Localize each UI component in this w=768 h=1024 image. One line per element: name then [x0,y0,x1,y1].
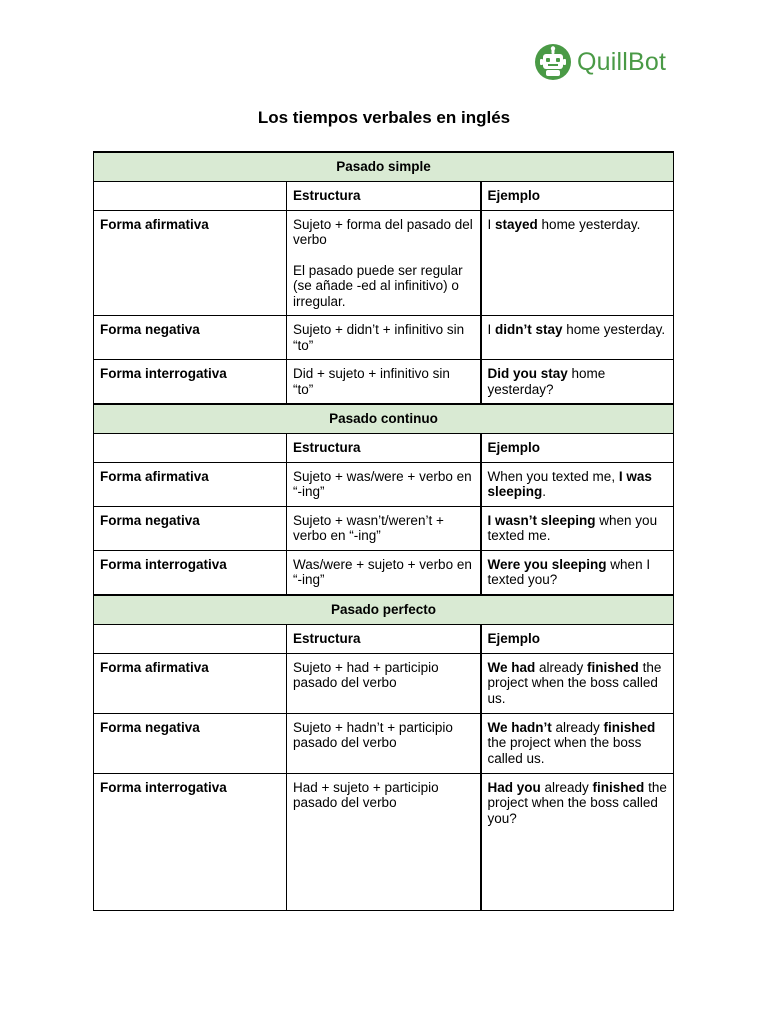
example-text: . [542,484,547,500]
section-title: Pasado simple [94,152,674,181]
example-cell [481,462,674,506]
example-text-bold: finished [592,779,645,795]
example-text: When you texted me, [487,468,619,484]
example-text-bold: stayed [495,216,538,232]
structure-cell [287,506,481,550]
section-header-row [94,152,674,181]
structure-text: Sujeto + wasn’t/weren’t + verbo en “-ing” [293,512,444,544]
example-text: home yesterday. [562,322,666,338]
structure-cell [287,653,481,713]
form-label: Forma negativa [94,713,287,773]
example-text-bold: Had you [487,779,541,795]
example-text: when I texted you? [487,556,651,588]
section-header-row [94,595,674,624]
table-row [94,773,674,910]
form-label: Forma afirmativa [94,653,287,713]
table-row [94,506,674,550]
example-text-bold: I was sleeping [487,468,652,500]
form-label: Forma interrogativa [94,360,287,405]
structure-text: El pasado puede ser regular (se añade -ed al infinitivo) o irregular. [293,262,463,309]
brand-name: QuillBot [577,47,667,76]
table-row [94,713,674,773]
structure-cell [287,550,481,595]
table-row [94,316,674,360]
empty-header-cell [94,624,287,653]
section-title: Pasado perfecto [94,595,674,624]
structure-text: Had + sujeto + participio pasado del verbo [293,779,439,811]
structure-cell [287,210,481,316]
structure-cell [287,773,481,910]
table-row [94,550,674,595]
structure-text: Did + sujeto + infinitivo sin “to” [293,366,450,397]
column-header-row [94,433,674,462]
example-text: home yesterday. [537,216,641,232]
example-text: home yesterday? [487,366,606,397]
structure-text: Sujeto + didn’t + infinitivo sin “to” [293,322,465,353]
structure-cell [287,316,481,360]
empty-header-cell [94,181,287,210]
example-cell [481,360,674,405]
example-text-bold: We had [487,659,536,675]
example-text-bold: I wasn’t sleeping [487,512,596,528]
example-cell [481,713,674,773]
table-row [94,360,674,405]
example-cell [481,210,674,316]
example-text-bold: Did you stay [487,366,568,382]
example-text: already [551,719,604,735]
form-label: Forma interrogativa [94,550,287,595]
example-text: the project when the boss called us. [487,659,662,706]
form-label: Forma afirmativa [94,210,287,316]
structure-header: Estructura [287,181,481,210]
example-text: the project when the boss called us. [487,735,642,766]
structure-header: Estructura [287,433,481,462]
example-header: Ejemplo [481,624,674,653]
example-cell [481,506,674,550]
section-title: Pasado continuo [94,404,674,433]
example-text: I [487,216,496,232]
structure-cell [287,713,481,773]
quillbot-logo-icon [534,43,572,81]
example-text-bold: didn’t stay [495,322,563,338]
example-text-bold: finished [587,659,639,675]
example-cell [481,316,674,360]
form-label: Forma interrogativa [94,773,287,910]
example-text: when you texted me. [487,512,658,544]
table-row [94,210,674,316]
paragraph-gap [293,248,474,263]
form-label: Forma negativa [94,316,287,360]
page-title: Los tiempos verbales en inglés [257,108,511,127]
example-text: already [535,659,588,675]
form-label: Forma negativa [94,506,287,550]
example-cell [481,773,674,910]
structure-text: Was/were + sujeto + verbo en “-ing” [293,556,472,588]
example-text-bold: Were you sleeping [487,556,607,572]
example-header: Ejemplo [481,181,674,210]
structure-cell [287,462,481,506]
example-cell [481,653,674,713]
example-text-bold: We hadn’t [487,719,552,735]
structure-text: Sujeto + had + participio pasado del verbo [293,659,439,691]
table-row [94,462,674,506]
example-text: the project when the boss called you? [487,779,667,826]
structure-header: Estructura [287,624,481,653]
section-header-row [94,404,674,433]
form-label: Forma afirmativa [94,462,287,506]
example-header: Ejemplo [481,433,674,462]
column-header-row [94,624,674,653]
structure-text: Sujeto + was/were + verbo en “-ing” [293,468,472,500]
example-text: I [487,322,496,338]
structure-text: Sujeto + hadn’t + participio pasado del verbo [293,719,453,751]
empty-header-cell [94,433,287,462]
verb-tenses-table [93,151,674,911]
column-header-row [94,181,674,210]
example-text: already [540,779,593,795]
structure-cell [287,360,481,405]
table-row [94,653,674,713]
example-text-bold: finished [603,719,656,735]
structure-text: Sujeto + forma del pasado del verbo [293,216,473,248]
example-cell [481,550,674,595]
brand-logo [534,43,666,81]
